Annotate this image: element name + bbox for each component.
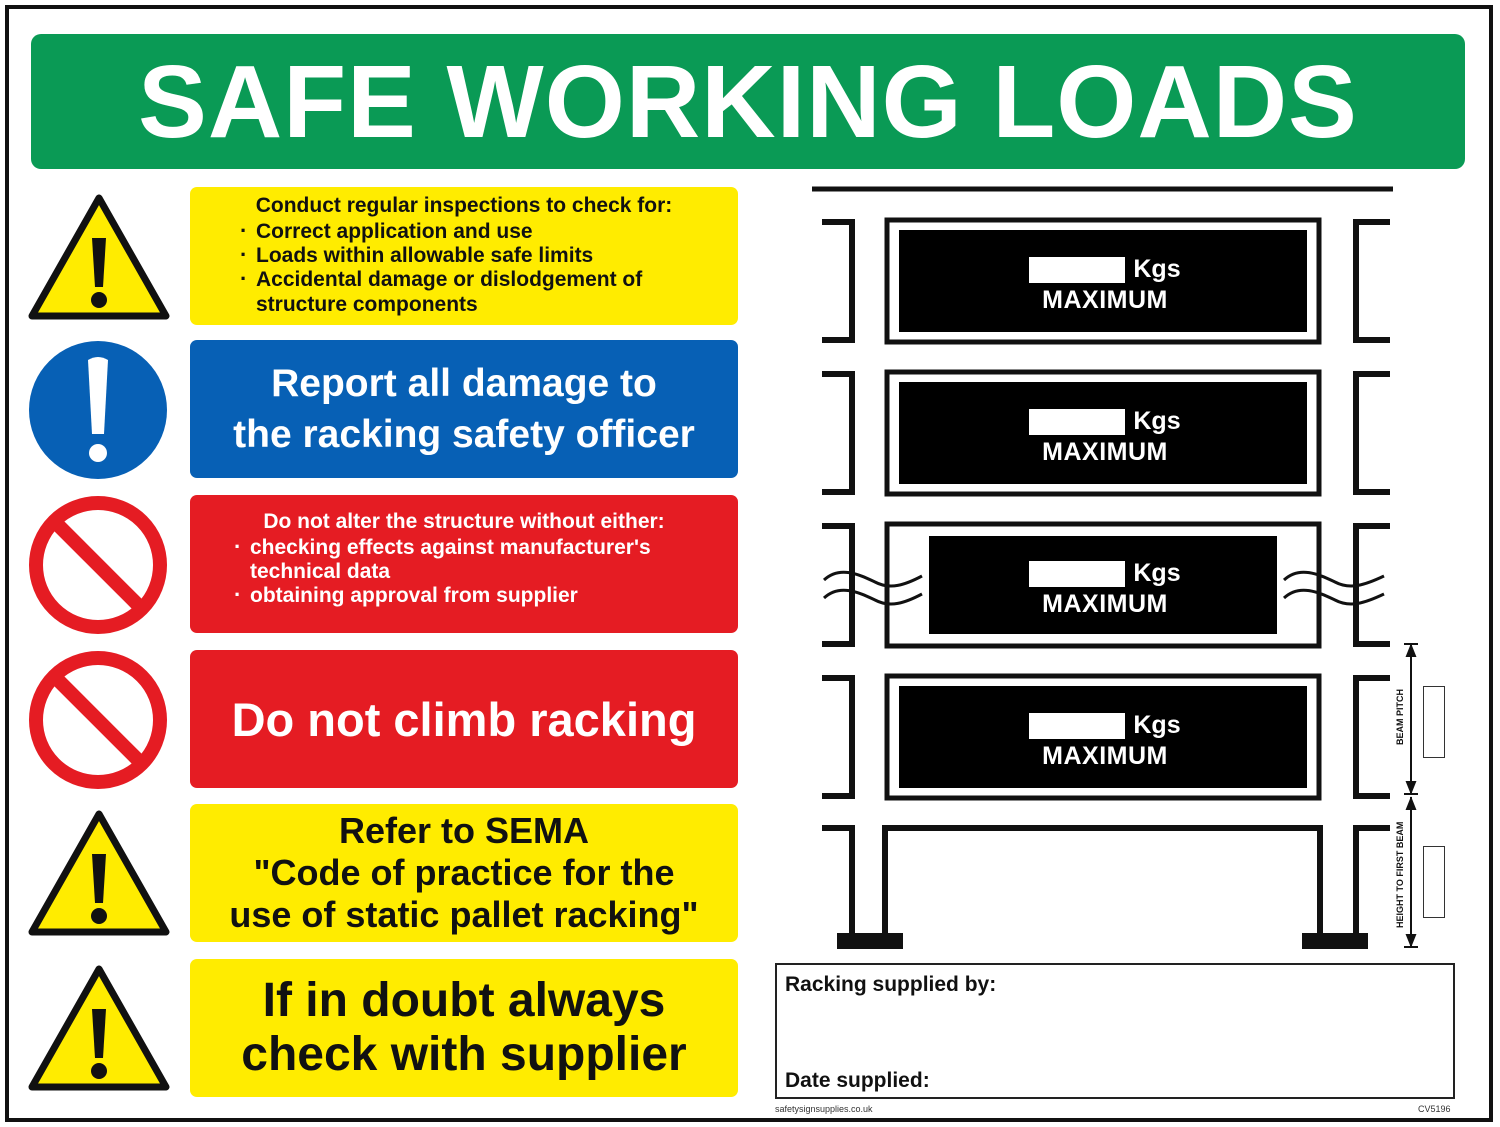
list-item: · Accidental damage or dislodgement of structure components xyxy=(240,268,724,316)
beam-pitch-label: BEAM PITCH xyxy=(1395,689,1405,745)
report-line-1: Report all damage to xyxy=(271,361,657,405)
list-item: · obtaining approval from supplier xyxy=(234,584,724,608)
report-line-2: the racking safety officer xyxy=(233,413,695,456)
prohibition-icon xyxy=(28,495,174,635)
alter-list xyxy=(234,536,724,608)
load-unit: Kgs xyxy=(1133,407,1181,435)
sema-line-2: "Code of practice for the xyxy=(253,852,675,894)
load-caption: MAXIMUM xyxy=(1042,286,1168,314)
list-item: · Correct application and use xyxy=(240,220,724,244)
warning-triangle-icon xyxy=(26,961,172,1101)
sema-line-3: use of static pallet racking" xyxy=(229,893,699,935)
warning-triangle-icon xyxy=(26,190,172,330)
supplied-by-label: Racking supplied by: xyxy=(785,973,997,996)
load-label-2 xyxy=(890,372,1320,490)
supplier-box xyxy=(775,963,1455,1099)
website-text: safetysignsupplies.co.uk xyxy=(775,1104,873,1114)
warning-triangle-icon xyxy=(26,806,172,946)
load-caption: MAXIMUM xyxy=(1042,590,1168,618)
load-unit: Kgs xyxy=(1133,559,1181,587)
inspections-lead: Conduct regular inspections to check for: xyxy=(255,194,673,217)
title-banner xyxy=(31,34,1465,169)
mandatory-exclamation-icon xyxy=(28,340,174,480)
load-label-3 xyxy=(890,524,1320,642)
load-value-blank xyxy=(1029,713,1125,739)
report-panel xyxy=(190,340,738,478)
load-value-blank xyxy=(1029,257,1125,283)
list-item: · Loads within allowable safe limits xyxy=(240,244,724,268)
doubt-line-2: check with supplier xyxy=(241,1028,687,1081)
doubt-line-1: If in doubt always xyxy=(262,974,666,1028)
alter-panel xyxy=(190,495,738,633)
list-item: · checking effects against manufacturer's technical data xyxy=(234,536,724,584)
height-first-beam-field xyxy=(1423,846,1445,918)
load-label-4 xyxy=(890,676,1320,794)
load-unit: Kgs xyxy=(1133,711,1181,739)
load-value-blank xyxy=(1029,561,1125,587)
load-caption: MAXIMUM xyxy=(1042,438,1168,466)
inspections-list xyxy=(240,220,724,317)
load-value-blank xyxy=(1029,409,1125,435)
sema-line-1: Refer to SEMA xyxy=(338,810,590,852)
date-supplied-label: Date supplied: xyxy=(785,1069,930,1092)
height-first-beam-label: HEIGHT TO FIRST BEAM xyxy=(1395,821,1405,928)
doubt-panel xyxy=(190,959,738,1097)
alter-lead: Do not alter the structure without either: xyxy=(263,510,665,533)
climb-text: Do not climb racking xyxy=(231,692,697,746)
prohibition-icon xyxy=(28,650,174,790)
load-label-1 xyxy=(890,220,1320,338)
beam-pitch-field xyxy=(1423,686,1445,758)
load-caption: MAXIMUM xyxy=(1042,742,1168,770)
climb-panel xyxy=(190,650,738,788)
product-code: CV5196 xyxy=(1418,1104,1451,1114)
load-unit: Kgs xyxy=(1133,255,1181,283)
inspections-panel xyxy=(190,187,738,325)
sema-panel xyxy=(190,804,738,942)
sign-title: SAFE WORKING LOADS xyxy=(138,44,1358,159)
